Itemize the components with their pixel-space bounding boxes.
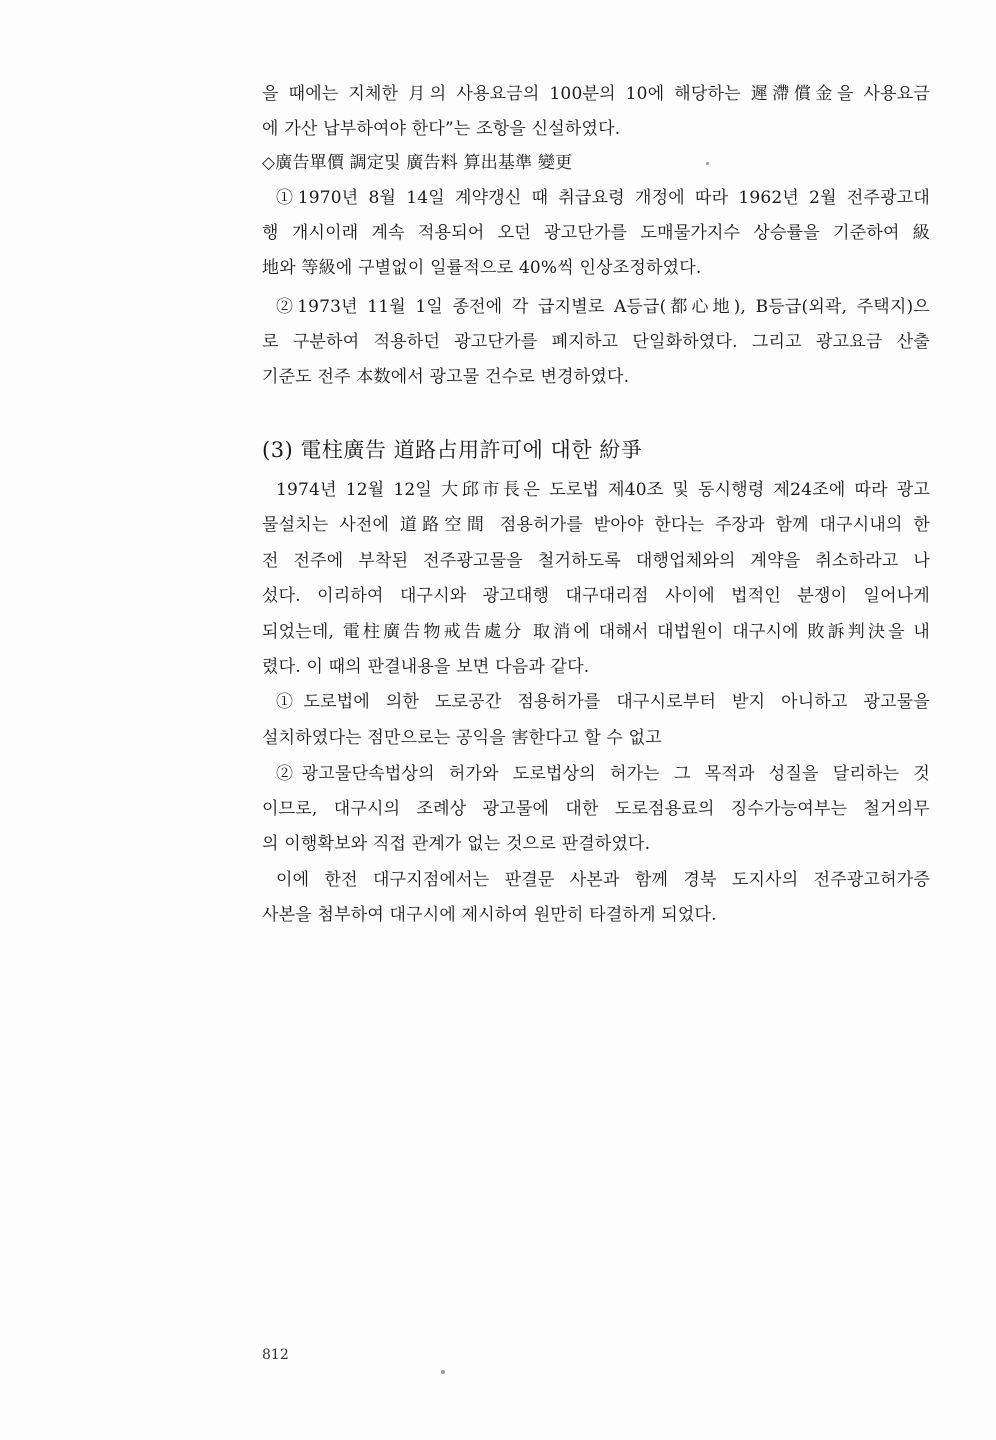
body-line: 섰다. 이리하여 대구시와 광고대행 대구대리점 사이에 법적인 분쟁이 일어나게 bbox=[262, 586, 930, 606]
body-line: 을 때에는 지체한 月의 사용요금의 100분의 10에 해당하는 遲滯償金을 사용요금 bbox=[262, 84, 930, 104]
body-line: 기준도 전주 本数에서 광고물 건수로 변경하였다. bbox=[262, 367, 630, 387]
body-line: 설치하였다는 점만으로는 공익을 害한다고 할 수 없고 bbox=[262, 728, 662, 748]
scan-speck bbox=[441, 1370, 445, 1374]
body-line: 행 개시이래 계속 적용되어 오던 광고단가를 도매물가지수 상승률을 기준하여 級 bbox=[262, 223, 930, 243]
body-line: 地와 等級에 구별없이 일률적으로 40%씩 인상조정하였다. bbox=[262, 258, 702, 278]
body-line: 이므로, 대구시의 조례상 광고물에 대한 도로점용료의 징수가능여부는 철거의무 bbox=[262, 799, 930, 819]
body-line: ①1970년 8월 14일 계약갱신 때 취급요령 개정에 따라 1962년 2월 전주광고대 bbox=[276, 188, 930, 208]
body-line: ①도로법에 의한 도로공간 점용허가를 대구시로부터 받지 아니하고 광고물을 bbox=[276, 692, 930, 712]
body-line: 이에 한전 대구지점에서는 판결문 사본과 함께 경북 도지사의 전주광고허가증 bbox=[276, 870, 930, 890]
body-line: 물설치는 사전에 道路空間 점용허가를 받아야 한다는 주장과 함께 대구시내의 한 bbox=[262, 515, 930, 535]
body-line: ②1973년 11월 1일 종전에 각 급지별로 A등급(都心地), B등급(외곽, 주택지)으 bbox=[276, 297, 930, 317]
body-line: 의 이행확보와 직접 관계가 없는 것으로 판결하였다. bbox=[262, 834, 651, 854]
body-line: 렸다. 이 때의 판결내용을 보면 다음과 같다. bbox=[262, 657, 590, 677]
body-line: ②광고물단속법상의 허가와 도로법상의 허가는 그 목적과 성질을 달리하는 것 bbox=[276, 764, 930, 784]
section-heading: (3) 電柱廣告 道路占用許可에 대한 紛爭 bbox=[262, 438, 643, 462]
body-line: 1974년 12월 12일 大邱市長은 도로법 제40조 및 동시행령 제24조에 따라 광고 bbox=[276, 480, 930, 500]
body-line: 되었는데, 電柱廣告物戒告處分 取消에 대해서 대법원이 대구시에 敗訴判決을 내 bbox=[262, 622, 930, 642]
scan-speck bbox=[706, 162, 709, 165]
body-line: 전 전주에 부착된 전주광고물을 철거하도록 대행업체와의 계약을 취소하라고 나 bbox=[262, 551, 930, 571]
page-number: 812 bbox=[262, 1347, 289, 1363]
body-line: 에 가산 납부하여야 한다”는 조항을 신설하였다. bbox=[262, 119, 621, 139]
body-line: 사본을 첨부하여 대구시에 제시하여 원만히 타결하게 되었다. bbox=[262, 905, 717, 925]
subsection-title: ◇廣告單價 調定및 廣告料 算出基準 變更 bbox=[262, 153, 573, 173]
body-line: 로 구분하여 적용하던 광고단가를 폐지하고 단일화하였다. 그리고 광고요금 산출 bbox=[262, 332, 930, 352]
